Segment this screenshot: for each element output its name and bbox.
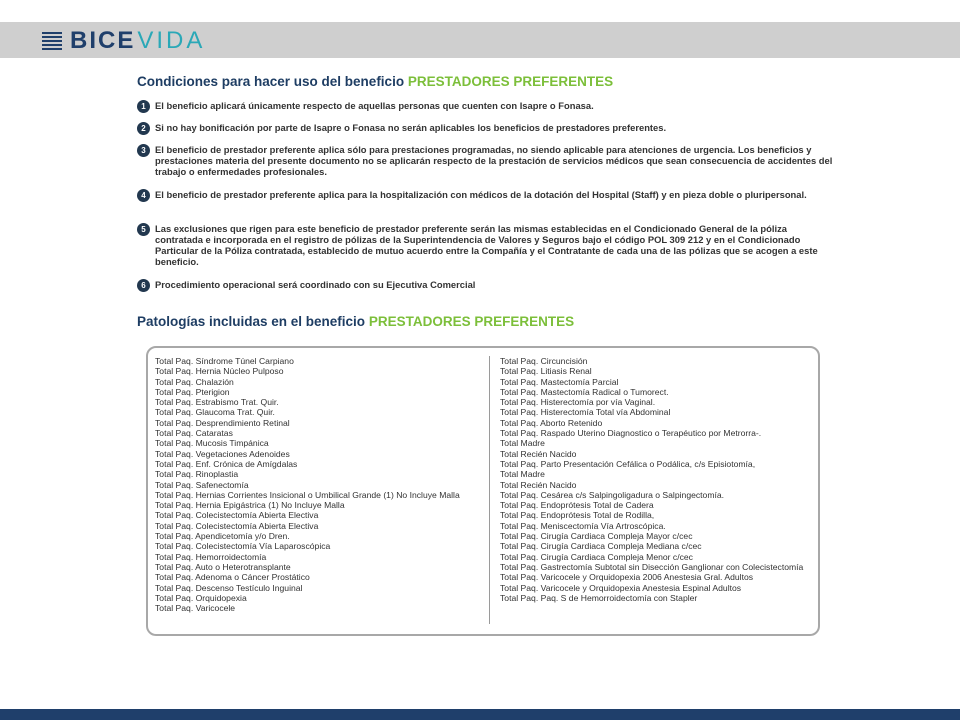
conditions-title-accent: PRESTADORES PREFERENTES — [407, 74, 614, 89]
pathology-item: Total Paq. Descenso Testículo Inguinal — [155, 582, 303, 593]
number-bullet-icon: 5 — [137, 223, 150, 236]
pathology-item: Total Paq. Endoprótesis Total de Cadera — [500, 500, 654, 511]
bicevida-logo — [42, 28, 205, 54]
pathology-item: Total Paq. Safenectomía — [155, 479, 249, 490]
logo-text-bice: BICE — [70, 27, 136, 54]
pathology-item: Total Paq. Colecistectomía Vía Laparoscópica — [155, 541, 331, 552]
pathologies-title-accent: PRESTADORES PREFERENTES — [368, 314, 575, 329]
pathology-item: Total Paq. Rinoplastia — [155, 469, 239, 480]
condition-text: El beneficio aplicará únicamente respecto de aquellas personas que cuenten con Isapre o Fonasa. — [155, 100, 594, 111]
logo-text-vida: VIDA — [137, 27, 206, 54]
pathology-item: Total Paq. Cataratas — [155, 428, 233, 439]
condition-text: Si no hay bonificación por parte de Isapre o Fonasa no serán aplicables los beneficios de prestadores preferentes. — [155, 122, 667, 133]
pathology-item: Total Madre — [500, 438, 545, 449]
pathology-item: Total Paq. Colecistectomía Abierta Electiva — [155, 510, 319, 521]
pathology-item: Total Paq. Auto o Heterotransplante — [155, 561, 291, 572]
pathologies-column-right — [500, 356, 812, 603]
pathology-item: Total Paq. Vegetaciones Adenoides — [155, 448, 290, 459]
pathology-item: Total Paq. Orquidopexia — [155, 592, 247, 603]
pathology-item: Total Paq. Hernia Epigástrica (1) No Incluye Malla — [155, 500, 345, 511]
conditions-title-prefix: Condiciones para hacer uso del beneficio — [137, 74, 405, 89]
footer-bar — [0, 709, 960, 720]
pathology-item: Total Paq. Varicocele y Orquidopexia Anestesia Espinal Adultos — [500, 582, 742, 593]
pathology-item: Total Paq. Glaucoma Trat. Quir. — [155, 407, 275, 418]
pathologies-title-prefix: Patologías incluidas en el beneficio — [137, 314, 366, 329]
pathology-item: Total Paq. Hemorroidectomía — [155, 551, 267, 562]
pathology-item: Total Paq. Endoprótesis Total de Rodilla, — [500, 510, 655, 521]
conditions-title — [137, 74, 613, 89]
pathology-item: Total Paq. Histerectomía por vía Vaginal. — [500, 397, 656, 408]
pathology-item: Total Paq. Aborto Retenido — [500, 417, 603, 428]
pathology-item: Total Paq. Raspado Uterino Diagnostico o Terapéutico por Metrorra-. — [500, 428, 762, 439]
pathology-item: Total Paq. Varicocele y Orquidopexia 2006 Anestesia Gral. Adultos — [500, 572, 754, 583]
pathology-item: Total Recién Nacido — [500, 479, 577, 490]
pathology-item: Total Paq. Hernia Núcleo Pulposo — [155, 366, 284, 377]
pathology-item: Total Paq. Cesárea c/s Salpingoligadura o Salpingectomía. — [500, 489, 725, 500]
pathology-item: Total Paq. Cirugía Cardiaca Compleja Mediana c/cec — [500, 541, 702, 552]
pathology-item: Total Paq. Gastrectomía Subtotal sin Disección Ganglionar con Colecistectomía — [500, 561, 804, 572]
pathology-item: Total Paq. Enf. Crónica de Amígdalas — [155, 458, 298, 469]
pathology-item: Total Paq. Mastectomía Parcial — [500, 376, 619, 387]
number-bullet-icon: 3 — [137, 144, 150, 157]
pathology-item: Total Paq. Chalazión — [155, 376, 234, 387]
pathology-item: Total Paq. Hernias Corrientes Insicional o Umbilical Grande (1) No Incluye Malla — [155, 489, 460, 500]
condition-text: Procedimiento operacional será coordinado con su Ejecutiva Comercial — [155, 279, 476, 290]
pathology-item: Total Paq. Síndrome Túnel Carpiano — [155, 356, 294, 366]
number-bullet-icon: 1 — [137, 100, 150, 113]
pathology-item: Total Paq. Cirugía Cardiaca Compleja Menor c/cec — [500, 551, 693, 562]
number-bullet-icon: 6 — [137, 279, 150, 292]
logo-lines-icon — [42, 32, 62, 50]
pathology-item: Total Paq. Pterigion — [155, 386, 230, 397]
pathology-item: Total Paq. Cirugía Cardiaca Compleja Mayor c/cec — [500, 531, 693, 542]
condition-text: El beneficio de prestador preferente aplica sólo para prestaciones programadas, no siendo aplicable para atenciones de urgencia. Los beneficios y prestaciones materia del presente documento no se aplicarán respecto de la prestación de servicios médicos que sean consecuencia de accidentes del trabajo o enfermedades profesionales. — [155, 144, 833, 177]
number-bullet-icon: 4 — [137, 189, 150, 202]
pathology-item: Total Paq. Paq. S de Hemorroidectomía con Stapler — [500, 592, 698, 603]
pathology-item: Total Paq. Histerectomía Total vía Abdominal — [500, 407, 671, 418]
condition-text: El beneficio de prestador preferente aplica para la hospitalización con médicos de la dotación del Hospital (Staff) y en pieza doble o pluripersonal. — [155, 189, 807, 200]
pathology-item: Total Paq. Apendicetomía y/o Dren. — [155, 531, 290, 542]
pathology-item: Total Paq. Meniscectomía Vía Artroscópica. — [500, 520, 666, 531]
pathology-item: Total Paq. Mastectomía Radical o Tumorect. — [500, 386, 669, 397]
pathology-item: Total Paq. Circuncisión — [500, 356, 588, 366]
pathology-item: Total Paq. Mucosis Timpánica — [155, 438, 269, 449]
pathologies-title — [137, 314, 574, 329]
number-bullet-icon: 2 — [137, 122, 150, 135]
pathologies-column-left — [155, 356, 481, 613]
pathology-item: Total Paq. Litiasis Renal — [500, 366, 592, 377]
pathology-item: Total Paq. Colecistectomía Abierta Electiva — [155, 520, 319, 531]
pathology-item: Total Paq. Desprendimiento Retinal — [155, 417, 290, 428]
pathology-item: Total Paq. Parto Presentación Cefálica o Podálica, c/s Episiotomía, — [500, 458, 756, 469]
column-divider — [489, 356, 490, 624]
condition-text: Las exclusiones que rigen para este beneficio de prestador preferente serán las mismas establecidas en el Condicionado General de la póliza contratada e incorporada en el registro de pólizas de la Superintendencia de Valores y Seguros bajo el código POL 309 212 y en el Condicionado Particular de la Póliza contratada, establecido de mutuo acuerdo entre la Compañía y el Contratante de cada una de las pólizas que se acogen a este beneficio. — [155, 223, 818, 267]
pathology-item: Total Paq. Estrabismo Trat. Quir. — [155, 397, 279, 408]
pathology-item: Total Recién Nacido — [500, 448, 577, 459]
pathology-item: Total Madre — [500, 469, 545, 480]
pathology-item: Total Paq. Adenoma o Cáncer Prostático — [155, 572, 310, 583]
pathology-item: Total Paq. Varicocele — [155, 603, 236, 614]
